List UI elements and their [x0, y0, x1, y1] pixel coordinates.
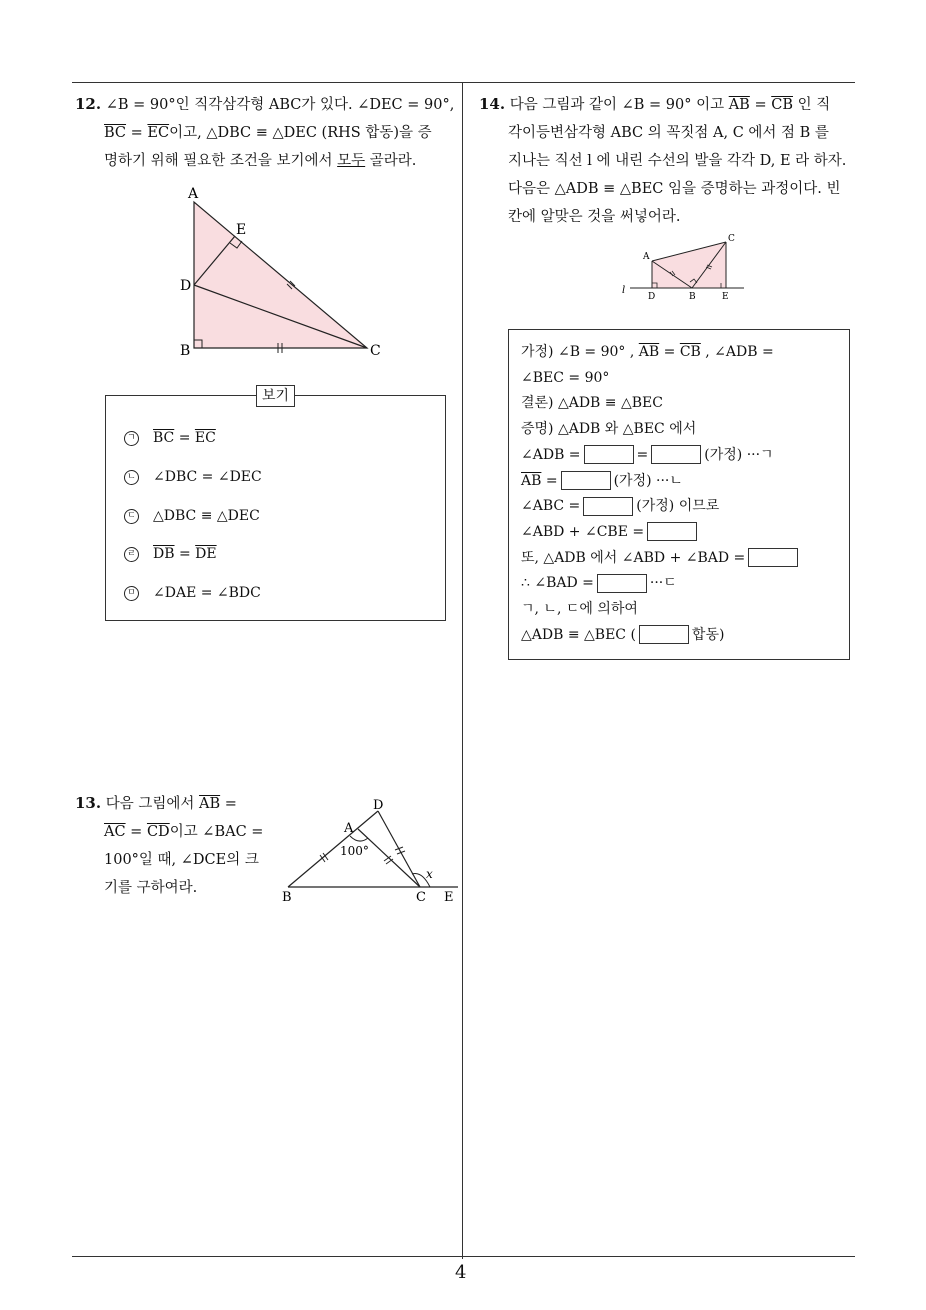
q14-figure [618, 228, 748, 306]
option-mark: ㄷ [124, 509, 139, 524]
answer-blank-3[interactable] [561, 471, 611, 490]
proof-line-3: 결론) △ADB ≡ △BEC [521, 395, 663, 412]
label-x: x [426, 867, 433, 881]
label-d: D [648, 292, 656, 302]
proof-text: (가정) ···ㄱ [704, 446, 774, 463]
answer-blank-4[interactable] [583, 497, 633, 516]
q13-eq: = [220, 796, 237, 812]
option-text: ∠DAE = ∠BDC [153, 585, 261, 601]
label-d: D [180, 278, 192, 294]
q12-line3-a: 명하기 위해 필요한 조건을 보기에서 [104, 153, 338, 169]
q14-ab: $\overline{AB}$ [728, 97, 750, 113]
q14-line5: 칸에 알맞은 것을 써넣어라. [508, 209, 681, 225]
q13-figure [280, 795, 460, 910]
label-l: l [622, 285, 626, 296]
proof-text: = [659, 344, 680, 360]
label-a: A [643, 252, 650, 262]
q13-line1: 다음 그림에서 [105, 796, 199, 812]
option-1 [124, 430, 216, 446]
proof-text: ∠ADB = [521, 446, 581, 463]
tick-ac [384, 856, 393, 864]
page-number: 4 [455, 1262, 467, 1283]
q13-eq2: = [125, 824, 147, 840]
q14-eq: = [749, 97, 772, 113]
q14-line1-rest: 인 직 [792, 97, 831, 113]
proof-line-2: ∠BEC = 90° [521, 369, 610, 386]
q13-ab: $\overline{AB}$ [198, 796, 221, 812]
option-text: $\overline{EC}$ [194, 430, 216, 446]
proof-text: $\overline{CB}$ [679, 344, 701, 360]
label-b: B [180, 343, 191, 359]
option-2 [124, 469, 262, 485]
proof-text: ∠ABC = [521, 498, 581, 515]
label-a: A [188, 186, 199, 202]
q13-ac: $\overline{AC}$ [104, 824, 126, 840]
label-b: B [689, 292, 696, 302]
option-mark: ㄴ [124, 470, 139, 485]
option-5 [124, 585, 261, 601]
q12-line3-underlined: 모두 [337, 153, 366, 169]
bottom-rule [72, 1256, 855, 1257]
q14-line3: 지나는 직선 l 에 내린 수선의 발을 각각 D, E 라 하자. [508, 153, 847, 169]
q14-line4: 다음은 △ADB ≡ △BEC 임을 증명하는 과정이다. 빈 [508, 181, 841, 197]
proof-text: 가정) ∠B = 90° , [521, 344, 639, 360]
proof-line-11: ㄱ, ㄴ, ㄷ에 의하여 [521, 601, 638, 618]
proof-text: (가정) ···ㄴ [613, 472, 683, 489]
proof-text: ∴ ∠BAD = [521, 575, 594, 592]
proof-content [521, 340, 801, 648]
q13-line4: 기를 구하여라. [104, 880, 198, 896]
triangle-abc [194, 202, 367, 348]
q14-line2: 각이등변삼각형 ABC 의 꼭짓점 A, C 에서 점 B 를 [508, 125, 829, 141]
answer-blank-8[interactable] [639, 625, 689, 644]
q13-line3: 100°일 때, ∠DCE의 크 [104, 852, 259, 868]
option-text: △DBC ≡ △DEC [153, 508, 260, 524]
proof-text: △ADB ≡ △BEC ( [521, 626, 636, 643]
option-text: = [174, 430, 195, 446]
q12-triangle-figure [170, 180, 400, 365]
option-3 [124, 508, 260, 524]
label-c: C [416, 890, 426, 905]
option-mark: ㅁ [124, 586, 139, 601]
option-text: $\overline{BC}$ [153, 430, 175, 446]
q13-cd: $\overline{CD}$ [146, 824, 170, 840]
q12-line1: ∠B = 90°인 직각삼각형 ABC가 있다. ∠DEC = 90°, [105, 97, 455, 113]
question-14 [479, 90, 846, 231]
q13-number: 13. [75, 794, 102, 812]
option-mark: ㄹ [124, 547, 139, 562]
option-mark: ㄱ [124, 431, 139, 446]
shaded-region [652, 242, 726, 288]
label-e: E [722, 292, 729, 302]
label-b: B [282, 890, 292, 905]
top-rule [72, 82, 855, 83]
label-e: E [444, 890, 454, 905]
q12-line3-b: 골라라. [365, 153, 417, 169]
proof-text: ···ㄷ [649, 575, 677, 592]
label-d: D [373, 798, 384, 813]
option-text: $\overline{DE}$ [195, 546, 217, 562]
q14-cb: $\overline{CB}$ [771, 97, 793, 113]
option-text: = [174, 546, 196, 562]
q14-number: 14. [479, 95, 506, 113]
q13-line2-rest: 이고 ∠BAC = [169, 824, 264, 840]
option-text: $\overline{DB}$ [153, 546, 175, 562]
option-text: ∠DBC = ∠DEC [153, 469, 262, 485]
label-angle: 100° [340, 844, 369, 858]
q12-ec: $\overline{EC}$ [147, 125, 170, 141]
proof-text: 합동) [691, 626, 725, 643]
angle-arc-a [350, 836, 368, 841]
answer-blank-5[interactable] [647, 522, 697, 541]
answer-blank-1[interactable] [584, 445, 634, 464]
q12-bc: $\overline{BC}$ [104, 125, 127, 141]
label-c: C [728, 234, 735, 244]
answer-blank-6[interactable] [748, 548, 798, 567]
proof-text: $\overline{AB}$ [521, 472, 542, 489]
proof-text: , ∠ADB = [700, 344, 774, 360]
q12-eq: = [126, 125, 148, 141]
proof-text: ∠ABD + ∠CBE = [521, 523, 645, 540]
proof-text: 또, △ADB 에서 ∠ABD + ∠BAD = [521, 549, 746, 566]
column-divider [462, 83, 463, 1259]
bogi-box [105, 388, 446, 621]
proof-text: (가정) 이므로 [636, 498, 720, 515]
proof-text: $\overline{AB}$ [638, 344, 660, 360]
proof-box [508, 329, 850, 660]
bogi-title: 보기 [256, 385, 295, 407]
answer-blank-2[interactable] [651, 445, 701, 464]
q14-line1: 다음 그림과 같이 ∠B = 90° 이고 [509, 97, 729, 113]
proof-text: = [541, 472, 558, 489]
option-4 [124, 546, 217, 562]
label-e: E [236, 222, 247, 238]
question-12 [75, 90, 454, 175]
q12-line2-rest: 이고, △DBC ≡ △DEC (RHS 합동)을 증 [169, 125, 432, 141]
question-13 [75, 789, 263, 902]
proof-text: = [636, 446, 649, 463]
proof-line-4: 증명) △ADB 와 △BEC 에서 [521, 421, 697, 438]
answer-blank-7[interactable] [597, 574, 647, 593]
label-a: A [344, 821, 354, 836]
label-c: C [370, 343, 381, 359]
q12-number: 12. [75, 95, 102, 113]
